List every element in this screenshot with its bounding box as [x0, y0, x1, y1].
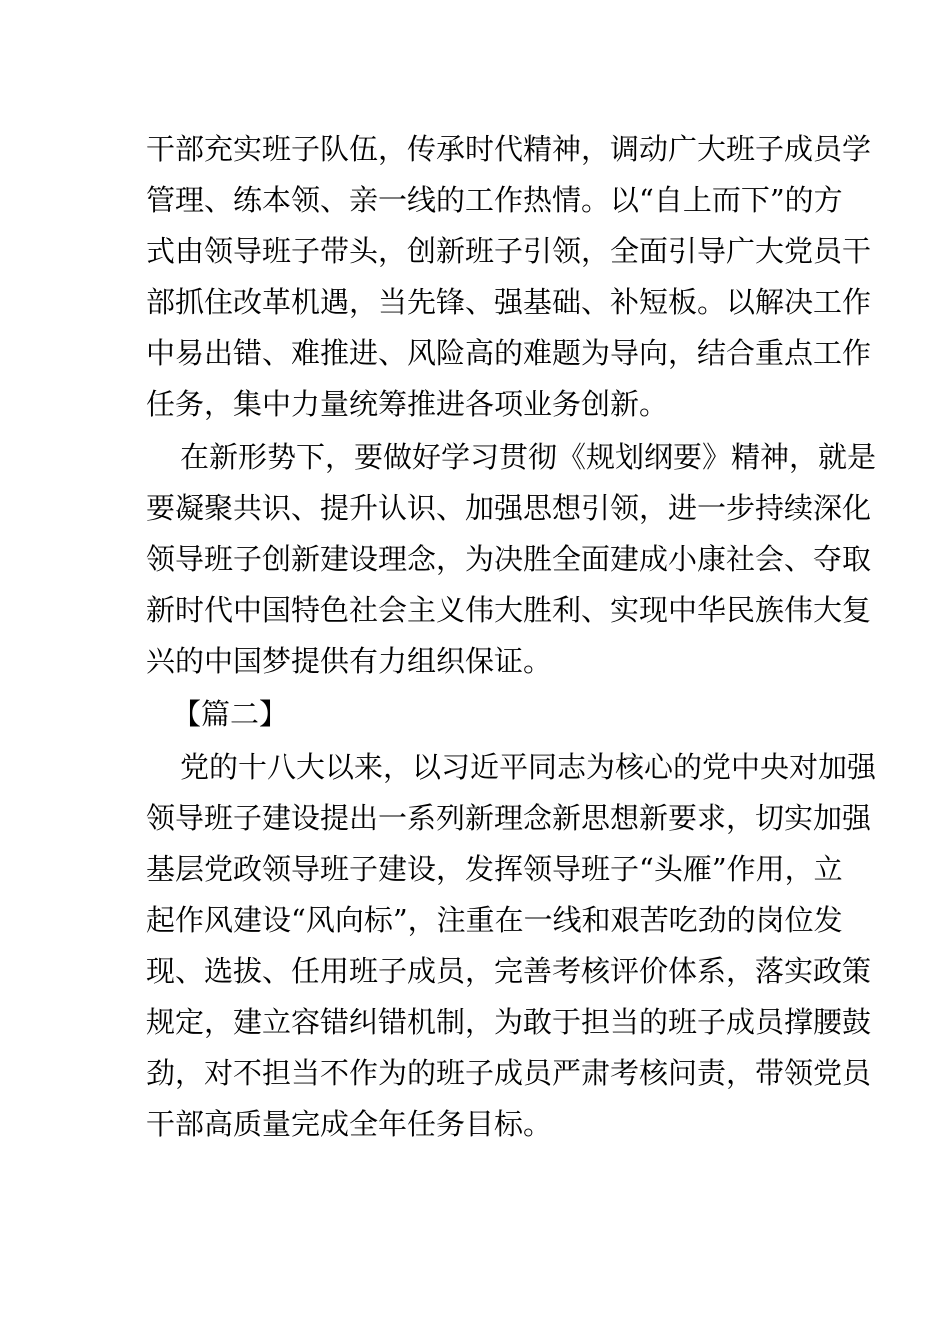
- paragraph-continuation: [146, 124, 872, 430]
- text-line: 领导班子创新建设理念，为决胜全面建成小康社会、夺取: [146, 542, 872, 576]
- text-line: 任务，集中力量统筹推进各项业务创新。: [146, 387, 669, 421]
- text-line: 现、选拔、任用班子成员，完善考核评价体系，落实政策: [146, 954, 872, 988]
- text-line: 规定，建立容错纠错机制，为敢于担当的班子成员撑腰鼓: [146, 1005, 872, 1039]
- text-line: 起作风建设“风向标”，注重在一线和艰苦吃劲的岗位发: [146, 903, 843, 937]
- document-body: [146, 124, 877, 1150]
- text-line: 干部高质量完成全年任务目标。: [146, 1107, 553, 1141]
- text-line: 要凝聚共识、提升认识、加强思想引领，进一步持续深化: [146, 491, 872, 525]
- text-line: 新时代中国特色社会主义伟大胜利、实现中华民族伟大复: [146, 593, 872, 627]
- text-line: 中易出错、难推进、风险高的难题为导向，结合重点工作: [146, 336, 872, 370]
- text-line: 干部充实班子队伍，传承时代精神，调动广大班子成员学: [146, 132, 872, 166]
- text-line: 兴的中国梦提供有力组织保证。: [146, 644, 553, 678]
- text-line: 基层党政领导班子建设，发挥领导班子“头雁”作用，立: [146, 852, 843, 886]
- text-line: 劲，对不担当不作为的班子成员严肃考核问责，带领党员: [146, 1056, 872, 1090]
- section-heading-text: 【篇二】: [172, 697, 289, 731]
- section-heading: [146, 689, 806, 740]
- paragraph-new-situation: [146, 432, 877, 687]
- text-line: 在新形势下，要做好学习贯彻《规划纲要》精神，就是: [180, 440, 877, 474]
- text-line: 管理、练本领、亲一线的工作热情。以“自上而下”的方: [146, 183, 843, 217]
- paragraph-eighteenth-congress: [146, 742, 877, 1150]
- text-line: 部抓住改革机遇，当先锋、强基础、补短板。以解决工作: [146, 285, 872, 319]
- text-line: 式由领导班子带头，创新班子引领，全面引导广大党员干: [146, 234, 872, 268]
- text-line: 党的十八大以来，以习近平同志为核心的党中央对加强: [180, 750, 877, 784]
- text-line: 领导班子建设提出一系列新理念新思想新要求，切实加强: [146, 801, 872, 835]
